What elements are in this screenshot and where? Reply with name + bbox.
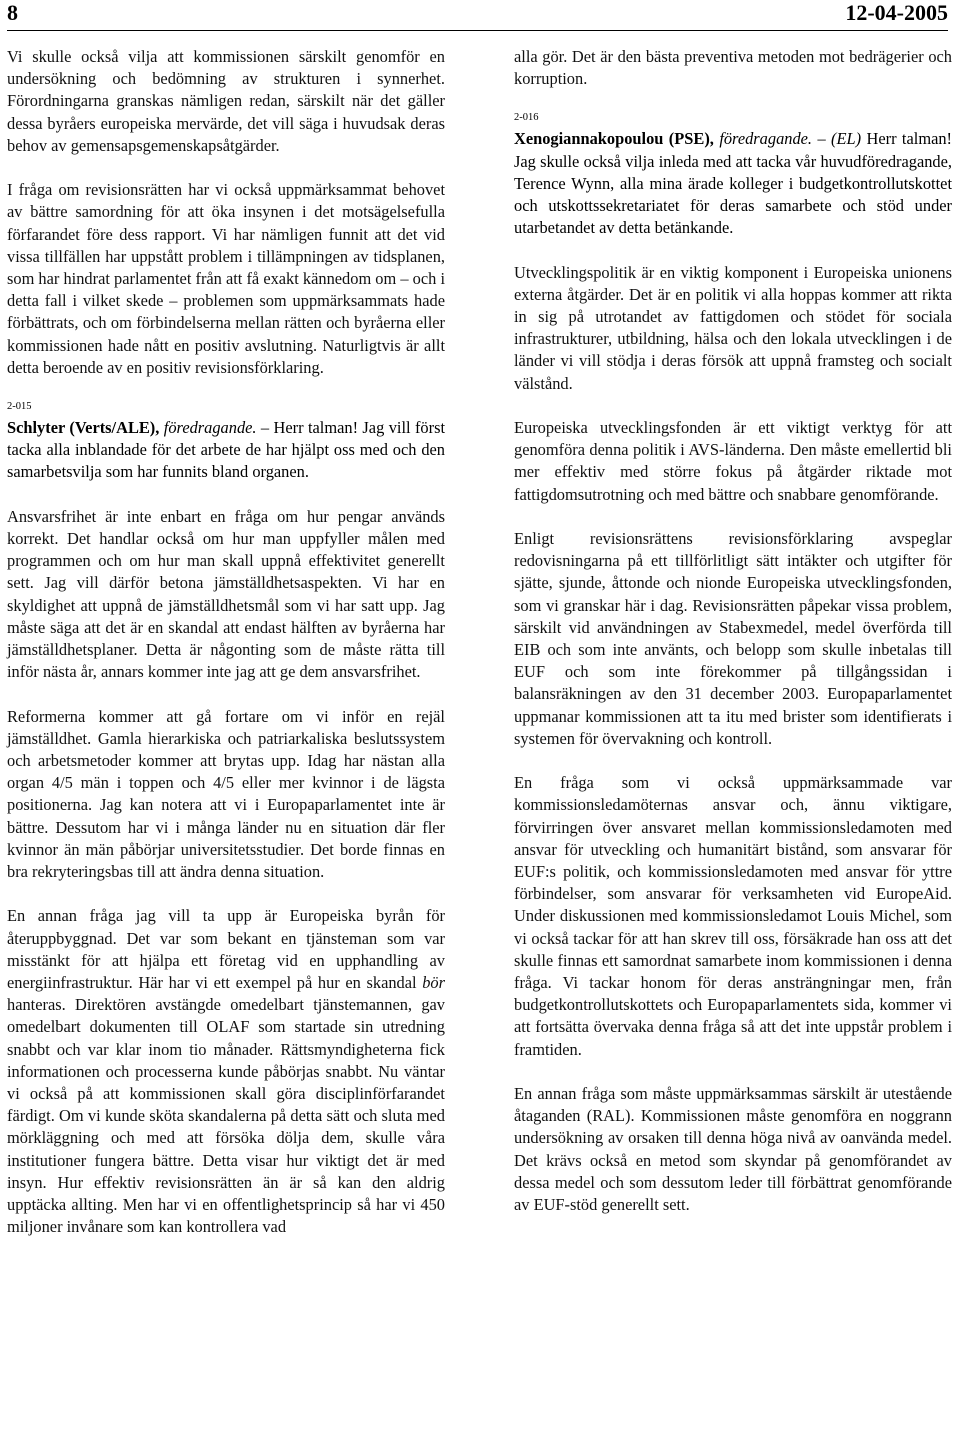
text-span: hanteras. Direktören avstängde omedelbart tjänstemannen, gav omedelbart dokumenten till OLAF som startade sin utredning snabbt och var klar inom tio månader. Rättsmyndigheterna fick informationen och processerna kunde påbörjas snabbt. Nu väntar vi också på att kommissionen skall göra disciplinförfarandet färdigt. Om vi kunde sköta skandalerna på detta sätt och sluta med mörkläggning och med att försöka dölja dem, skulle våra institutioner fungera bättre. Detta visar hur viktigt det är med insyn. Hur effektiv revisionsrätten än är så kan den aldrig upptäcka allting. Men har vi en offentlighetsprincip så har vi 450 miljoner invånare som kan kontrollera vad [7,995,445,1237]
paragraph: Utvecklingspolitik är en viktig komponent i Europeiska unionens externa åtgärder. Det är en politik vi alla hoppas kommer att rikta in sig på utrotandet av fattigdomen och stödet för sociala infrastrukturer, utbildning, hälsa och den lokala utvecklingen i de länder vi vill stödja i deras försök att uppnå framsteg och socialt välstånd. [514,262,952,393]
paragraph: alla gör. Det är den bästa preventiva metoden mot bedrägerier och korruption. [514,47,952,89]
paragraph: Reformerna kommer att gå fortare om vi inför en rejäl jämställdhet. Gamla hierarkiska och patriarkaliska beslutssystem och arbetsmetoder kommer att brytas upp. Idag har nästan alla organ 4/5 män i toppen och 4/5 eller mer kvinnor i de lägsta positionerna. Jag kan notera att vi i Europaparlamentet inte är bättre. Dessutom har vi i många länder nu en situation där fler kvinnor än män påbörjar universitetsstudier. Det borde finnas en bra rekryteringsbas till att ändra denna situation. [7,706,445,882]
speech-text: – Herr talman! Jag vill först tacka alla inblandade för det arbete de har hjälpt oss med och den samarbetsvilja som har funnits bland organen. [7,418,445,482]
speaker-intro [514,128,952,239]
paragraph: Europeiska utvecklingsfonden är ett viktigt verktyg för att genomföra denna politik i AVS-länderna. Den måste emellertid bli mer effektiv med större fokus på åtgärder riktade mot fattigdomsutrotning och med bättre och snabbare genomförande. [514,418,952,504]
speaker-language: – (EL) [812,129,862,149]
text-span: En annan fråga jag vill ta upp är Europeiska byrån för återuppbyggnad. Det var som bekant en tjänsteman som var misstänkt för att hjälpa ett företag vid en upphandling av energiinfrastruktur. Här har vi ett exempel på hur en skandal [7,906,445,993]
item-reference: 2-016 [514,112,539,124]
paragraph: En annan fråga som måste uppmärksammas särskilt är utestående åtaganden (RAL). Kommissionen måste genomföra en noggrann undersökning av orsaken till denna höga nivå av oanvända medel. Det krävs också en metod som skyndar på genomförandet av dessa medel och som dessutom leder till förbättrat genomförande av EUF-stöd generellt sett. [514,1084,952,1215]
paragraph [7,905,445,1238]
page-header [7,0,948,31]
paragraph: En fråga som vi också uppmärksammade var kommissionsledamöternas ansvar och, ännu viktigare, förvirringen över ansvaret mellan kommissionsledamoten med ansvar för utveckling och humanitärt bistånd, som ansvarar för EUF:s politik, och kommissionsledamoten med ansvar för yttre förbindelser, som ansvarar för verksamheten vid EuropeAid. Under diskussionen med kommissionsledamot Louis Michel, som vi också tackar för att han skrev till oss, försäkrade han oss att det skulle finnas ett samordnat samarbete inom kommissionen i denna fråga. Vi tackar honom för deras ansträngningar men, från budgetkontrollutskottets och Europaparlamentets sida, kommer vi att fortsätta övervaka denna fråga så att det inte uppstår problem i framtiden. [514,773,952,1059]
speaker-role: föredragande. [719,129,813,149]
paragraph: Vi skulle också vilja att kommissionen särskilt genomför en undersökning och bedömning av strukturen i synnerhet. Förordningarna granskas nämligen redan, särskilt när det gäller dessa byråers europeiska mervärde, det vill säga i huvudsak deras behov av gemensapsgemenskapsåtgärder. [7,47,445,155]
page-date: 12-04-2005 [845,0,948,25]
speaker-name: Xenogiannakopoulou (PSE), [514,129,714,149]
speaker-intro [7,417,445,484]
paragraph: Ansvarsfrihet är inte enbart en fråga om hur pengar används korrekt. Det handlar också om hur man uppfyller målen med programmen och om hur man skall uppnå effektivitet generellt sett. Jag vill därför betona jämställdhetsaspekten. Vi har en skyldighet att uppnå de jämställdhetsmål som vi har satt upp. Jag måste säga att det är en skandal att endast hälften av byråerna har jämställdhetsplaner. Detta är någonting som de måste rätta till inför nästa år, annars kommer inte jag att ge dem ansvarsfrihet. [7,506,445,682]
paragraph: Enligt revisionsrättens revisionsförklaring avspeglar redovisningarna på ett tillförlitligt sätt intäkter och utgifter för sjätte, sjunde, åttonde och nionde Europeiska utvecklingsfonden, som vi granskar här i dag. Revisionsrätten påpekar vissa problem, särskilt vid användningen av Stabexmedel, medel överförda till EIB och som inte använts, och belopp som skulle inbetalas till EUF och som inte förekommer på tillgångssidan i balansräkningen av den 31 december 2003. Europaparlamentet uppmanar kommissionen att ta itu med brister som identifierats i systemen för övervakning och kontroll. [514,529,952,748]
right-column [514,46,952,1216]
emphasis: bör [422,973,445,993]
item-reference: 2-015 [7,401,32,413]
speaker-role: föredragande. [163,418,257,438]
left-column [7,46,445,1239]
page-number: 8 [7,0,18,25]
speech-text: Herr talman! Jag skulle också vilja inleda med att tacka vår huvudföredragande, Terence Wynn, alla mina ärade kolleger i budgetkontrollutskottet och utskottssekretariatet för deras samarbete och stöd under utarbetandet av detta betänkande. [514,129,952,238]
paragraph: I fråga om revisionsrätten har vi också uppmärksammat behovet av bättre samordning för att öka insynen i det motsägelsefulla förfarandet före dess rapport. Vi har nämligen funnit att det vid vissa tillfällen har uppstått problem i tillämpningen av tidsplanen, som har hindrat parlamentet från att få exakt kännedom om – och i detta fall i vilket skede – problemen som uppmärksammats hade förbättrats, och om förbindelserna mellan rätten och byråerna eller kommissionen hade nått en positiv avslutning. Naturligtvis är allt detta beroende av en positiv revisionsförklaring. [7,180,445,377]
speaker-name: Schlyter (Verts/ALE), [7,418,160,438]
